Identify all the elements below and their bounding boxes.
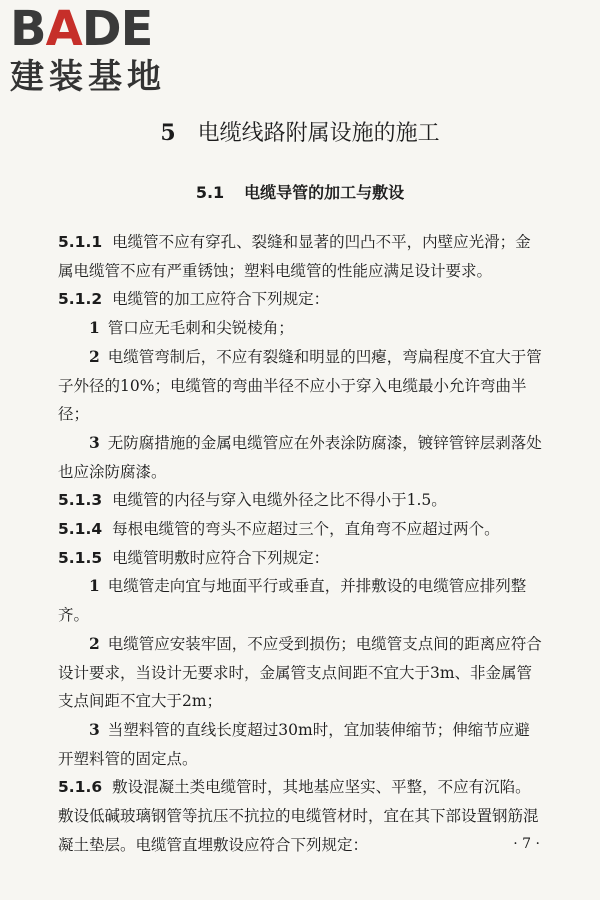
section-number: 5.1 (195, 183, 225, 202)
chapter-number: 5 (160, 120, 176, 146)
logo-wordmark: BADE (10, 1, 153, 57)
chapter-title (0, 118, 600, 149)
clause-item: 1 管口应无毛刺和尖锐棱角； (89, 318, 294, 338)
section-title (0, 181, 600, 205)
clause-item: 1 电缆管走向宜与地面平行或垂直，并排敷设的电缆管应排列整齐。 (58, 576, 527, 625)
clause: 5.1.6 敷设混凝土类电缆管时，其地基应坚实、平整，不应有沉陷。敷设低碱玻璃钢管等抗压不抗拉的电缆管材时，宜在其下部设置钢筋混凝土垫层。电缆管直埋敷设应符合下列规定： (58, 778, 539, 854)
section-title-text: 电缆导管的加工与敷设 (244, 183, 405, 202)
clause-item: 3 无防腐措施的金属电缆管应在外表涂防腐漆，镀锌管锌层剥落处也应涂防腐漆。 (58, 432, 542, 481)
clause-item: 3 当塑料管的直线长度超过30m时，宜加装伸缩节；伸缩节应避开塑料管的固定点。 (58, 719, 530, 768)
clause-item: 2 电缆管弯制后，不应有裂缝和明显的凹瘪，弯扁程度不宜大于管子外径的10%；电缆管的弯曲半径不应小于穿入电缆最小允许弯曲半径； (58, 346, 542, 424)
chapter-title-text: 电缆线路附属设施的施工 (197, 121, 440, 146)
brand-logo (10, 1, 180, 104)
clause: 5.1.5 电缆管明敷时应符合下列规定： (58, 548, 330, 567)
clause-body (58, 228, 543, 859)
clause: 5.1.2 电缆管的加工应符合下列规定： (58, 290, 330, 309)
clause: 5.1.1 电缆管不应有穿孔、裂缝和显著的凹凸不平，内壁应光滑；金属电缆管不应有严重锈蚀；塑料电缆管的性能应满足设计要求。 (58, 233, 531, 280)
logo-subtitle: 建装基地 (10, 57, 166, 97)
clause: 5.1.3 电缆管的内径与穿入电缆外径之比不得小于1.5。 (58, 491, 447, 510)
clause-item: 2 电缆管应安装牢固，不应受到损伤；电缆管支点间的距离应符合设计要求，当设计无要求时，金属管支点间距不宜大于3m、非金属管支点间距不宜大于2m； (58, 633, 542, 711)
page-number: · 7 · (513, 836, 540, 852)
clause: 5.1.4 每根电缆管的弯头不应超过三个，直角弯不应超过两个。 (58, 520, 500, 539)
